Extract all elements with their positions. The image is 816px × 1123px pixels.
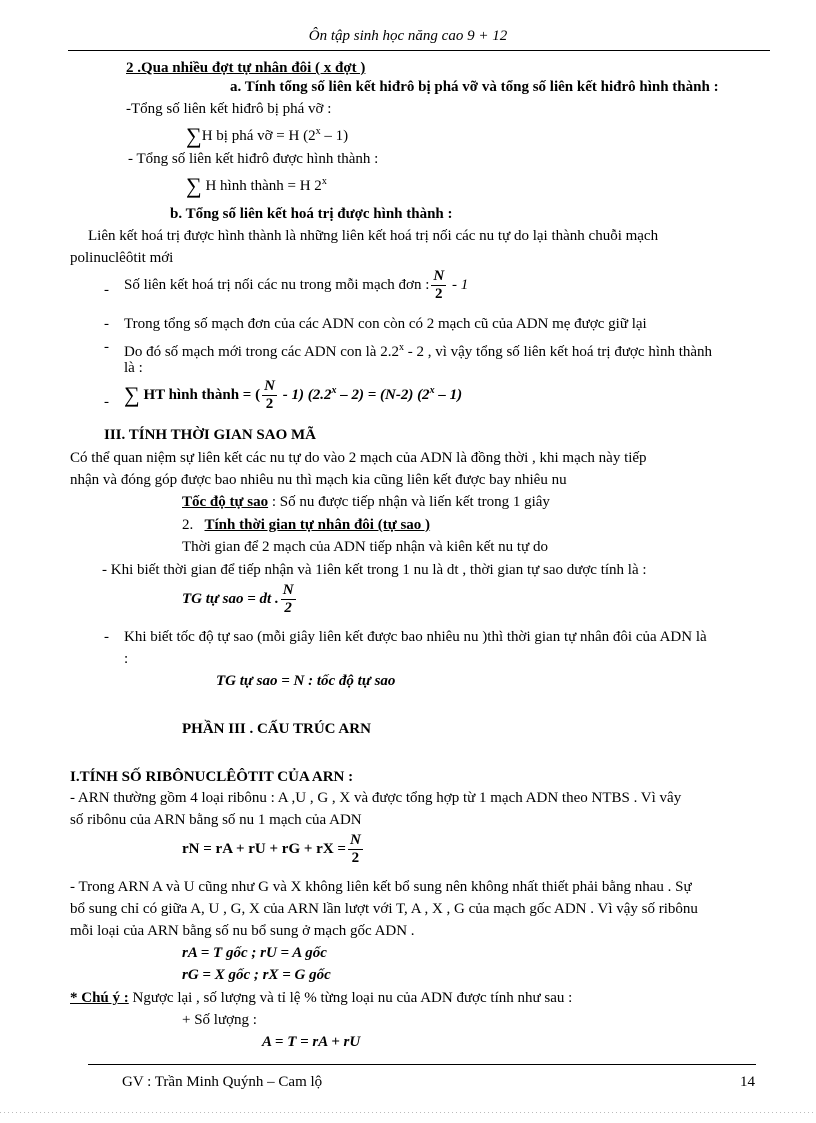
- speed-definition: [182, 493, 550, 512]
- formula-text: - 1) (2.2: [278, 386, 332, 403]
- dt-line: - Khi biết thời gian để tiếp nhận và 1iên kết trong 1 nu là dt , thời gian tự sao dược tính là :: [102, 562, 647, 578]
- arn-paragraph2-line1: - Trong ARN A và U cũng như G và X không liên kết bổ sung nên không nhất thiết phải bằng nhau . Sự: [70, 879, 692, 895]
- item-text: Số liên kết hoá trị nối các nu trong mỗi mạch đơn :: [124, 276, 430, 293]
- item-text: - 2 , vì vậy tổng số liên kết hoá trị được hình thành: [403, 344, 713, 360]
- b-item-3-line2: là :: [124, 360, 143, 376]
- arn-paragraph-line1: - ARN thường gồm 4 loại ribônu : A ,U , G , X và được tổng hợp từ 1 mạch ADN theo NTBS . Vì vây: [70, 790, 682, 806]
- denominator: 2: [284, 600, 292, 616]
- bullet-dash: -: [104, 339, 109, 355]
- page-header-title: Ôn tập sinh học năng cao 9 + 12: [308, 28, 508, 44]
- exponent: x: [398, 342, 404, 353]
- b-paragraph-line1: Liên kết hoá trị được hình thành là những liên kết hoá trị nối các nu tự do lại thành chuỗi mạch: [88, 228, 659, 244]
- speed-line1: Khi biết tốc độ tự sao (mỗi giây liên kết được bao nhiêu nu )thì thời gian tự nhân đôi của ADN là: [124, 629, 707, 645]
- formula-text: TG tự sao = dt .: [182, 590, 279, 607]
- term: Tốc độ tự sao: [182, 494, 269, 510]
- rn-formula: [182, 832, 365, 867]
- speed-formula: TG tự sao = N : tốc độ tự sao: [216, 673, 396, 689]
- numerator: N: [282, 582, 294, 598]
- subsection-b-title: b. Tổng số liên kết hoá trị được hình thành :: [170, 206, 453, 222]
- part-3-heading: I.TÍNH SỐ RIBÔNUCLÊÔTIT CỦA ARN :: [70, 769, 354, 785]
- formula-text: H hình thành = H 2: [201, 178, 322, 194]
- broken-bonds-label: -Tổng số liên kết hiđrô bị phá vỡ :: [126, 101, 332, 117]
- note-text: Ngược lại , số lượng và tỉ lệ % từng loại nu của ADN được tính như sau :: [128, 990, 573, 1006]
- note-line: [70, 989, 572, 1008]
- item-tail: - 1: [448, 276, 469, 293]
- footer-page-number: 14: [740, 1074, 755, 1090]
- section-2-heading: 2 .Qua nhiều đợt tự nhân đôi ( x đợt ): [126, 60, 366, 76]
- bullet-dash: -: [104, 629, 109, 645]
- sigma-symbol: ∑: [186, 123, 202, 148]
- denominator: 2: [265, 396, 274, 412]
- broken-bonds-formula: [186, 122, 348, 146]
- b-item-4-formula: [124, 378, 462, 413]
- speed-line2: :: [124, 651, 129, 667]
- note-label: * Chú ý :: [70, 990, 129, 1006]
- sec3-paragraph-line2: nhận và đóng góp được bao nhiêu nu thì mạch kia cũng liên kết được bay nhiêu nu: [70, 472, 567, 488]
- exponent: x: [321, 176, 327, 187]
- formed-bonds-formula: [186, 172, 327, 196]
- footer-teacher: GV : Trần Minh Quýnh – Cam lộ: [122, 1074, 323, 1090]
- exponent: x: [429, 384, 435, 396]
- b-item-1: [124, 268, 468, 303]
- bullet-dash: -: [104, 316, 109, 332]
- part-3-title: PHẦN III . CẤU TRÚC ARN: [182, 721, 371, 737]
- exponent: x: [315, 126, 321, 137]
- b-item-2: Trong tổng số mạch đơn của các ADN con còn có 2 mạch cũ của ADN mẹ được giữ lại: [124, 316, 647, 332]
- sigma-symbol: ∑: [124, 381, 140, 407]
- fraction-n-over-2: [262, 378, 277, 413]
- exponent: x: [331, 384, 337, 396]
- item-number: 2.: [182, 517, 194, 533]
- item-2-description: Thời gian để 2 mạch của ADN tiếp nhận và kiên kết nu tự do: [182, 539, 548, 555]
- fraction-n-over-2: [281, 582, 296, 617]
- b-paragraph-line2: polinuclêôtit mới: [70, 250, 174, 266]
- fraction-n-over-2: [348, 832, 363, 867]
- formed-bonds-label: - Tổng số liên kết hiđrô được hình thành :: [128, 151, 379, 167]
- formula-text: – 2) = (N-2) (2: [336, 386, 430, 403]
- definition: : Số nu được tiếp nhận và liến kết trong 1 giây: [268, 494, 550, 510]
- quantity-label: + Số lượng :: [182, 1012, 257, 1028]
- item-2-heading: [182, 516, 430, 535]
- subsection-a-title: a. Tính tổng số liên kết hiđrô bị phá vỡ và tổng số liên kết hiđrô hình thành :: [230, 79, 719, 95]
- sec3-paragraph-line1: Có thể quan niệm sự liên kết các nu tự do vào 2 mạch của ADN là đồng thời , khi mạch này tiếp: [70, 450, 647, 466]
- numerator: N: [264, 378, 275, 394]
- formula-text: – 1): [434, 386, 463, 403]
- arn-paragraph2-line2: bổ sung chỉ có giữa A, U , G, X của ARN lần lượt với T, A , X , G của mạch gốc ADN . Vì vậy số ribônu: [70, 901, 698, 917]
- page-bottom-border: [0, 1112, 816, 1113]
- denominator: 2: [435, 286, 443, 302]
- b-item-3-line1: [124, 338, 712, 362]
- formula-text: rN = rA + rU + rG + rX =: [182, 840, 346, 857]
- numerator: N: [349, 832, 361, 848]
- denominator: 2: [351, 850, 360, 866]
- formula-text: – 1): [320, 128, 349, 144]
- item-title: Tính thời gian tự nhân đôi (tự sao ): [204, 517, 431, 533]
- header-rule: [68, 50, 770, 51]
- equation-rg-rx: rG = X gốc ; rX = G gốc: [182, 967, 331, 983]
- fraction-n-over-2: [431, 268, 446, 303]
- section-3-heading: III. TÍNH THỜI GIAN SAO MÃ: [104, 427, 316, 443]
- arn-paragraph2-line3: mỗi loại của ARN bằng số nu bổ sung ở mạch gốc ADN .: [70, 923, 415, 939]
- bullet-dash: -: [104, 394, 109, 410]
- footer-rule: [88, 1064, 756, 1065]
- numerator: N: [433, 268, 445, 284]
- bullet-dash: -: [104, 282, 109, 298]
- dt-formula: [182, 582, 298, 617]
- formula-text: H bị phá vỡ = H (2: [201, 128, 316, 144]
- arn-paragraph-line2: số ribônu của ARN bằng số nu 1 mạch của ADN: [70, 812, 362, 828]
- formula-text: HT hình thành = (: [139, 386, 261, 403]
- item-text: Do đó số mạch mới trong các ADN con là 2.2: [124, 344, 399, 360]
- sigma-symbol: ∑: [186, 173, 202, 198]
- quantity-formula: A = T = rA + rU: [262, 1034, 361, 1050]
- equation-ra-ru: rA = T gốc ; rU = A gốc: [182, 945, 327, 961]
